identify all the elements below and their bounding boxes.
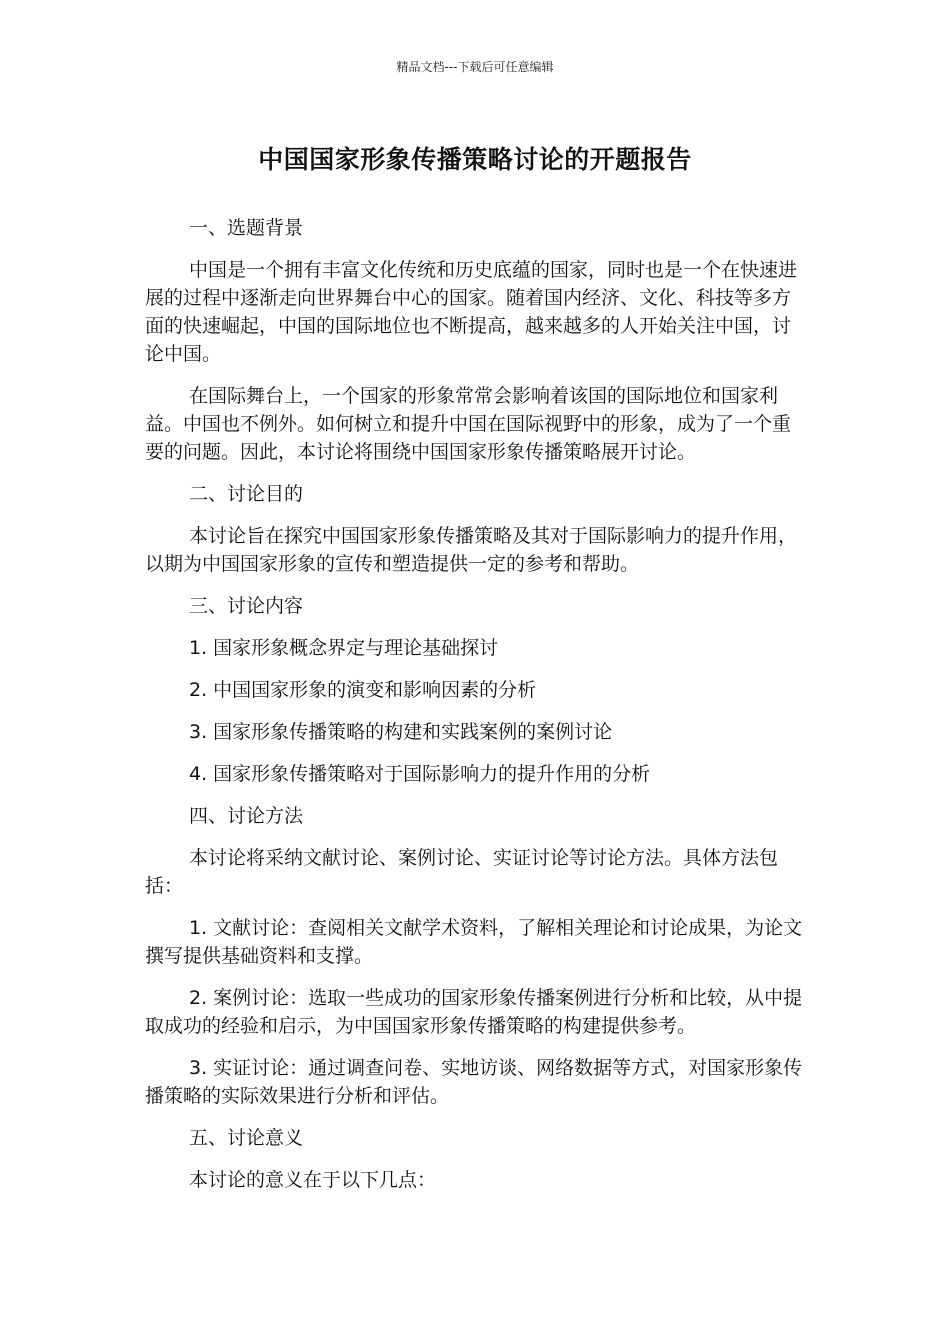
paragraph-background-1: 中国是一个拥有丰富文化传统和历史底蕴的国家，同时也是一个在快速进展的过程中逐渐走向世界舞台中心的国家。随着国内经济、文化、科技等多方面的快速崛起，中国的国际地位也不断提高，越来越多的人开始关注中国，讨论中国。 <box>145 259 798 365</box>
content-item-3: 3. 国家形象传播策略的构建和实践案例的案例讨论 <box>189 721 613 743</box>
content-item-1: 1. 国家形象概念界定与理论基础探讨 <box>189 637 499 659</box>
section-heading-method: 四、讨论方法 <box>189 805 304 827</box>
section-heading-significance: 五、讨论意义 <box>189 1127 304 1149</box>
method-item-1: 1. 文献讨论：查阅相关文献学术资料，了解相关理论和讨论成果，为论文撰写提供基础资料和支撑。 <box>145 917 803 967</box>
header-note: 精品文档---下载后可任意编辑 <box>396 60 554 74</box>
paragraph-significance-intro: 本讨论的意义在于以下几点： <box>189 1169 437 1191</box>
paragraph-method-intro: 本讨论将采纳文献讨论、案例讨论、实证讨论等讨论方法。具体方法包括： <box>145 847 779 897</box>
method-item-3: 3. 实证讨论：通过调查问卷、实地访谈、网络数据等方式，对国家形象传播策略的实际效果进行分析和评估。 <box>145 1057 803 1107</box>
content-item-4: 4. 国家形象传播策略对于国际影响力的提升作用的分析 <box>189 763 651 785</box>
section-heading-purpose: 二、讨论目的 <box>189 483 304 505</box>
method-item-2: 2. 案例讨论：选取一些成功的国家形象传播案例进行分析和比较，从中提取成功的经验和启示，为中国国家形象传播策略的构建提供参考。 <box>145 987 803 1037</box>
document-title: 中国国家形象传播策略讨论的开题报告 <box>258 145 692 174</box>
section-heading-content: 三、讨论内容 <box>189 595 304 617</box>
paragraph-background-2: 在国际舞台上，一个国家的形象常常会影响着该国的国际地位和国家利益。中国也不例外。如何树立和提升中国在国际视野中的形象，成为了一个重要的问题。因此，本讨论将围绕中国国家形象传播策略展开讨论。 <box>145 385 792 463</box>
section-heading-background: 一、选题背景 <box>189 217 304 239</box>
paragraph-purpose: 本讨论旨在探究中国国家形象传播策略及其对于国际影响力的提升作用，以期为中国国家形象的宣传和塑造提供一定的参考和帮助。 <box>145 525 798 575</box>
content-item-2: 2. 中国国家形象的演变和影响因素的分析 <box>189 679 537 701</box>
document-body <box>145 214 805 1208</box>
